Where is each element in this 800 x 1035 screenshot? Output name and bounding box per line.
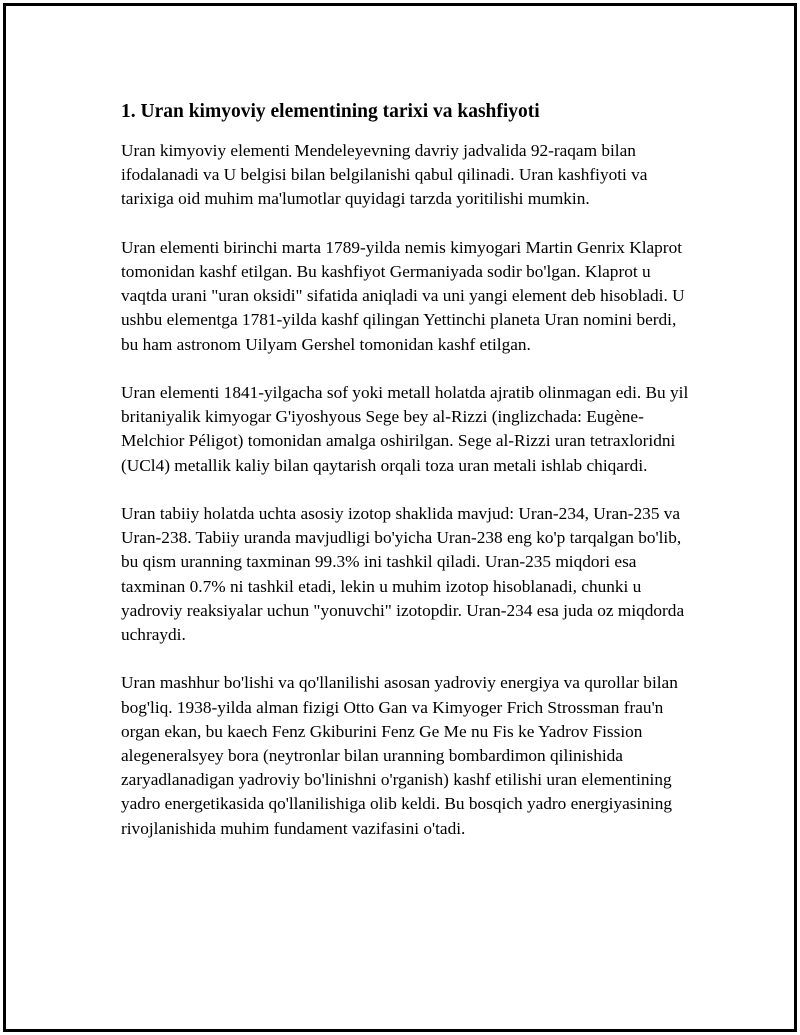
- section-heading: 1. Uran kimyoviy elementining tarixi va kashfiyoti: [121, 101, 540, 122]
- paragraph-discovery: Uran elementi birinchi marta 1789-yilda nemis kimyogari Martin Genrix Klaprot tomonidan kashf etilgan. Bu kashfiyot Germaniyada sodir bo'lgan. Klaprot u vaqtda urani "uran oksidi" sifatida aniqladi va uni yangi element deb hisobladi. U ushbu elementga 1781-yilda kashf qilingan Yettinchi planeta Uran nomini berdi, bu ham astronom Uilyam Gershel tomonidan kashf etilgan.: [121, 237, 685, 354]
- paragraph-isotopes: Uran tabiiy holatda uchta asosiy izotop shaklida mavjud: Uran-234, Uran-235 va Uran-238. Tabiiy uranda mavjudligi bo'yicha Uran-238 eng ko'p tarqalgan bo'lib, bu qism uranning taxminan 99.3% ini tashkil qiladi. Uran-235 miqdori esa taxminan 0.7% ni tashkil etadi, lekin u muhim izotop hisoblanadi, chunki u yadroviy reaksiyalar uchun "yonuvchi" izotopdir. Uran-234 esa juda oz miqdorda uchraydi.: [121, 504, 685, 645]
- document-body: [121, 98, 696, 865]
- paragraph-intro: Uran kimyoviy elementi Mendeleyevning davriy jadvalida 92-raqam bilan ifodalanadi va U belgisi bilan belgilanishi qabul qilinadi. Uran kashfiyoti va tarixiga oid muhim ma'lumotlar quyidagi tarzda yoritilishi mumkin.: [121, 141, 648, 209]
- paragraph-nuclear-use: Uran mashhur bo'lishi va qo'llanilishi asosan yadroviy energiya va qurollar bilan bog'liq. 1938-yilda alman fizigi Otto Gan va Kimyoger Frich Strossman frau'n organ ekan, bu kaech Fenz Gkiburini Fenz Ge Me nu Fis ke Yadrov Fission alegeneralsyey bora (neytronlar bilan uranning bombardimon qilinishida zaryadlanadigan yadroviy bo'linishni o'rganish) kashf etilishi uran elementining yadro energetikasida qo'llanilishiga olib keldi. Bu bosqich yadro energiyasining rivojlanishida muhim fundament vazifasini o'tadi.: [121, 673, 678, 838]
- page-frame: [3, 3, 797, 1032]
- paragraph-isolation: Uran elementi 1841-yilgacha sof yoki metall holatda ajratib olinmagan edi. Bu yil britaniyalik kimyogar G'iyoshyous Sege bey al-Rizzi (inglizchada: Eugène-Melchior Péligot) tomonidan amalga oshirilgan. Sege al-Rizzi uran tetraxloridni (UCl4) metallik kaliy bilan qaytarish orqali toza uran metali ishlab chiqardi.: [121, 383, 689, 475]
